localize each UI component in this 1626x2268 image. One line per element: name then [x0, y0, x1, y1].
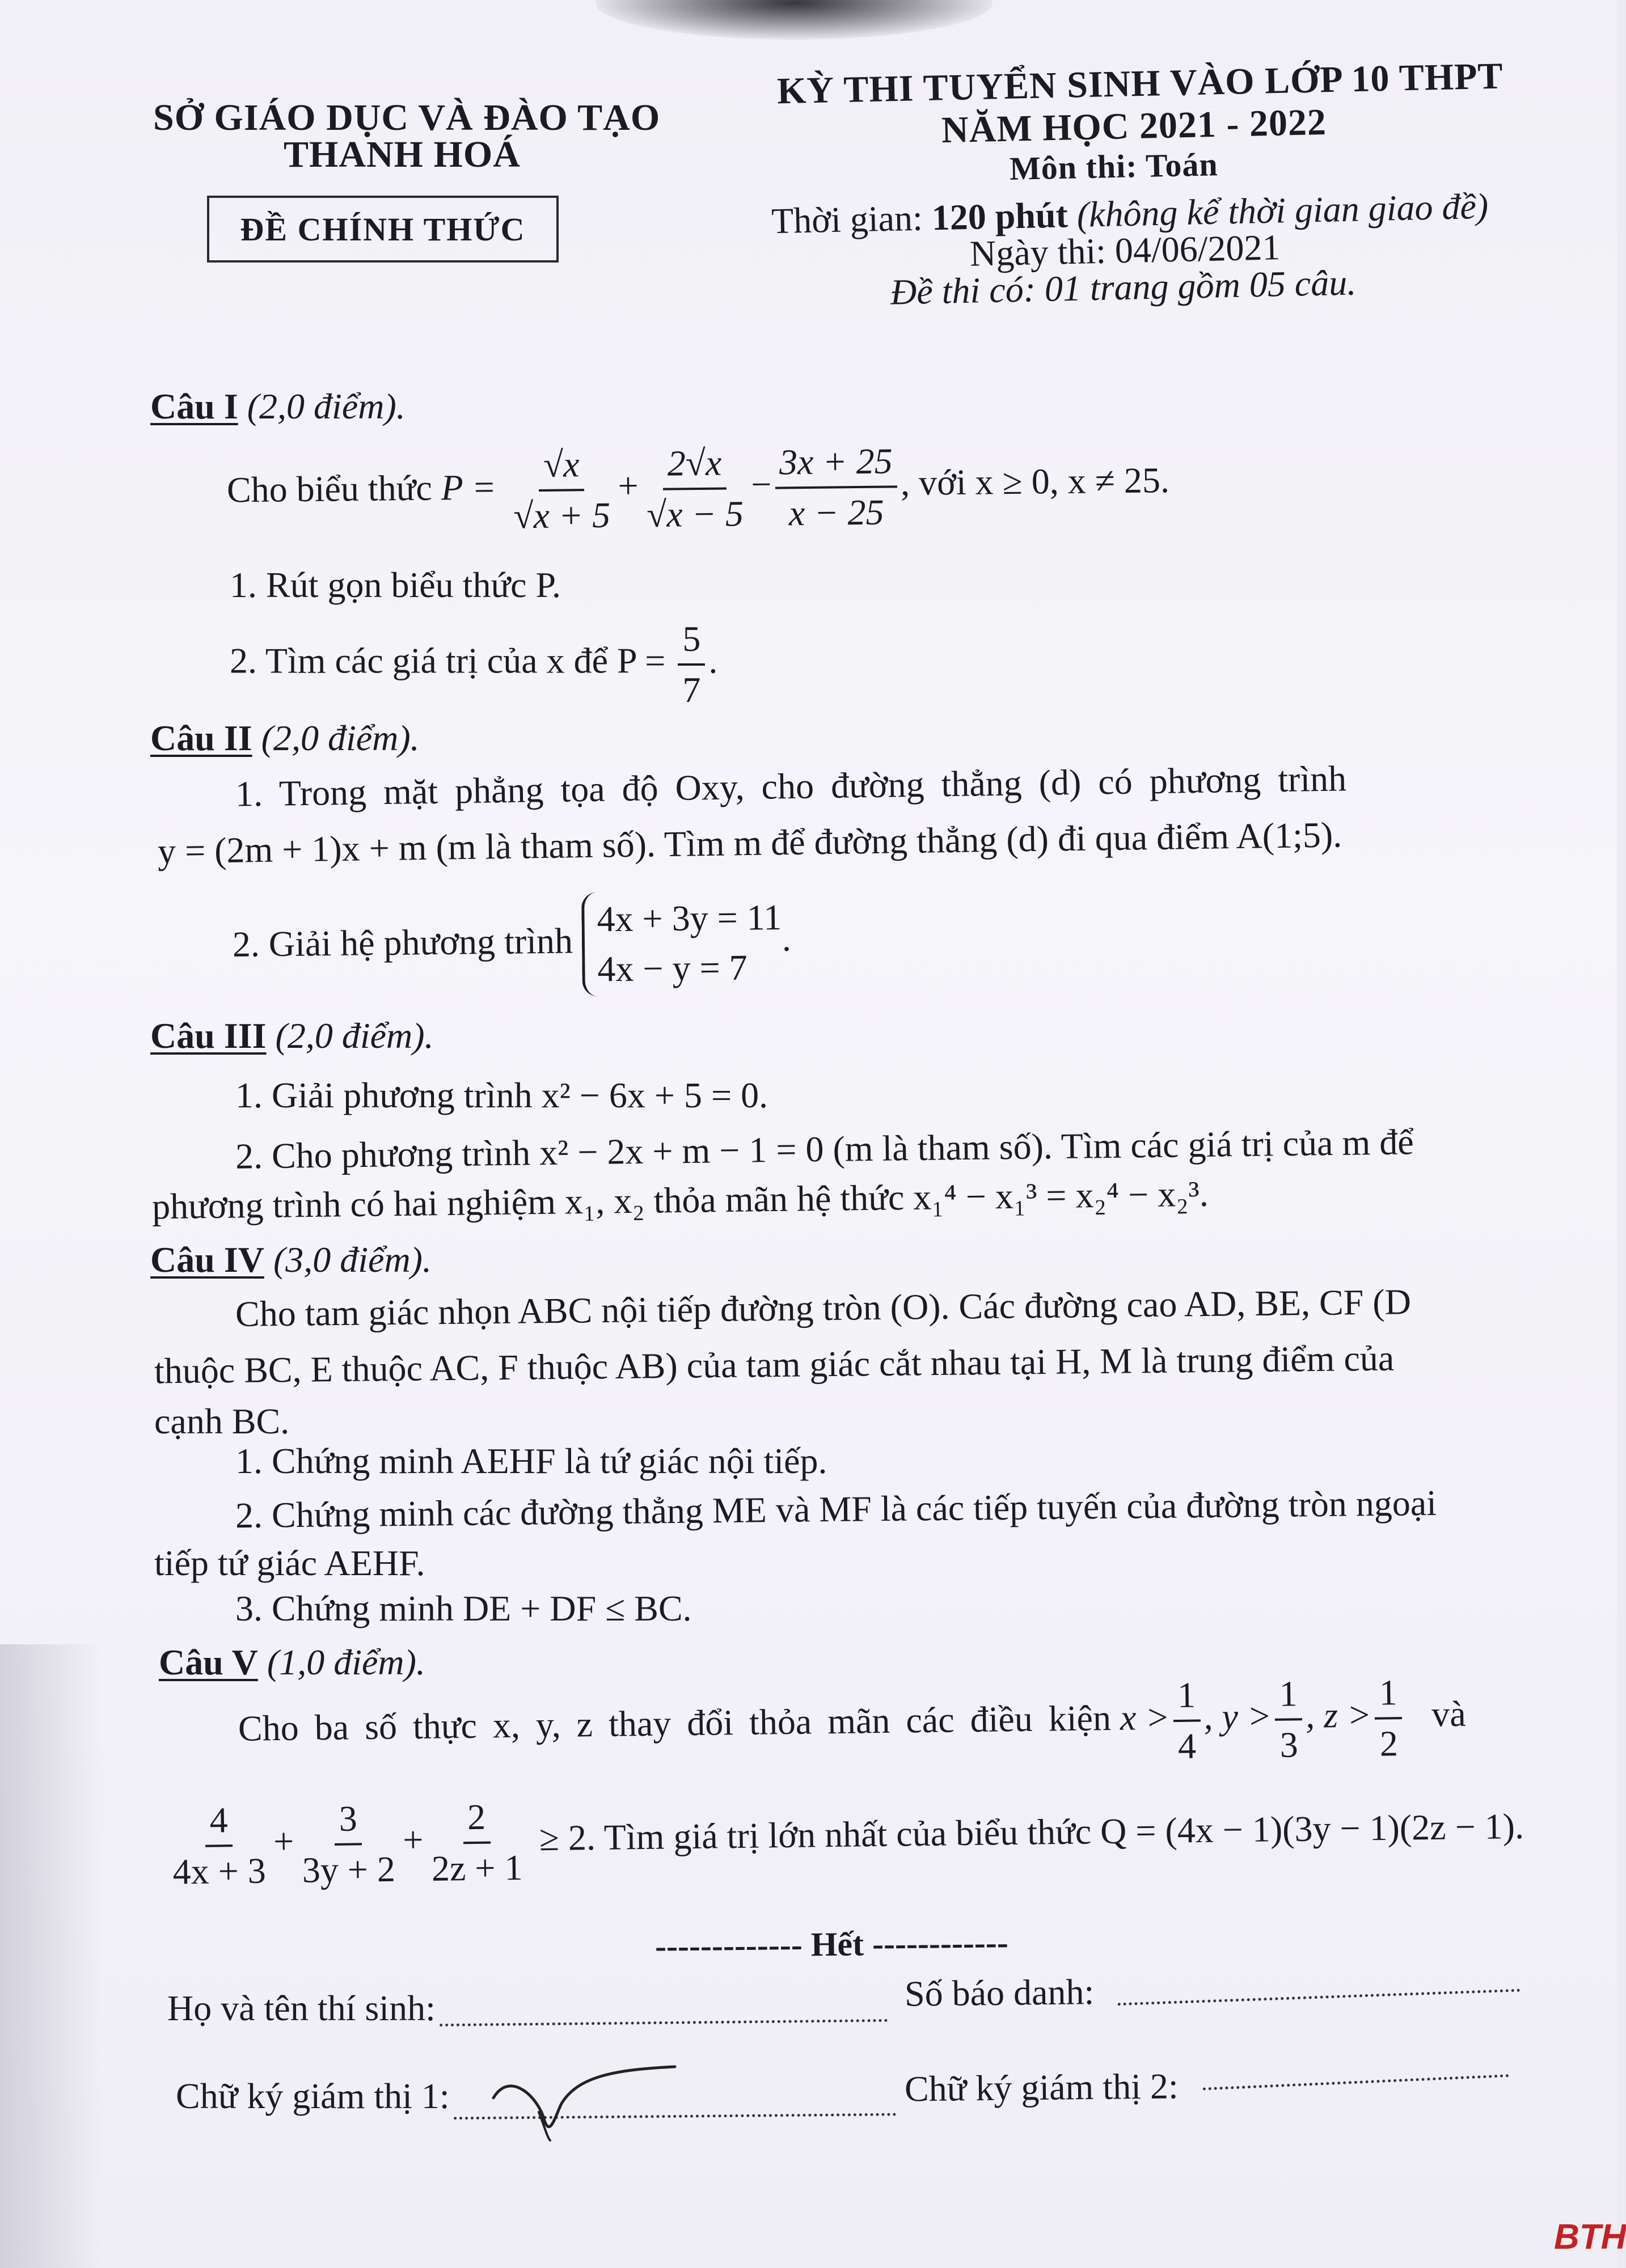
question-5-heading — [159, 1641, 425, 1683]
fraction-numerator: 1 — [1274, 1673, 1302, 1721]
question-1-points: (2,0 điểm). — [247, 386, 406, 426]
fraction-denominator: 3 — [1279, 1724, 1299, 1765]
school-year: NĂM HỌC 2021 - 2022 — [941, 101, 1327, 151]
q1-item-2: 2. Tìm các giá trị của x để P = $\frac{5}{7}$ . — [230, 619, 718, 710]
q2-item-2-text: 2. Giải hệ phương trình — [232, 920, 573, 964]
official-exam-box: ĐỀ CHÍNH THỨC — [207, 196, 559, 263]
q3-item-2-line-2: phương trình có hai nghiệm x₁, x₂ thỏa mãn hệ thức x₁⁴ − x₁³ = x₂⁴ − x₂³. — [151, 1173, 1209, 1227]
q1-item-1: 1. Rút gọn biểu thức P. — [230, 565, 561, 605]
q2-item-2: 2. Giải hệ phương trình 4x + 3y = 11 4x − y = 7. — [232, 890, 792, 1000]
question-3-label: Câu III — [150, 1015, 267, 1056]
q5-line-1-text: Cho ba số thực x, y, z thay đổi thỏa mãn các điều kiện — [238, 1698, 1112, 1749]
system-equation-1: 4x + 3y = 11 — [597, 897, 782, 940]
page-info: Đề thi có: 01 trang gồm 05 câu. — [890, 262, 1357, 312]
question-2-label: Câu II — [150, 718, 252, 758]
plus-sign: + — [402, 1819, 424, 1860]
fraction-c — [426, 1796, 527, 1890]
proctor-1-signature — [488, 2064, 681, 2143]
plus-sign: + — [273, 1821, 294, 1861]
fraction-one-third — [1274, 1673, 1303, 1766]
q1-condition: , với x ≥ 0, x ≠ 25. — [900, 459, 1170, 503]
question-1-expression: Cho biểu thức P = $\frac{√x}{√x + 5}$ + $\frac{2√x}{√x - 5}$ − $\frac{3x + 25}{x - 25}$ , với x ≥ 0, x ≠ 25. — [226, 437, 1170, 540]
fraction-2-numerator: 2√x — [662, 442, 726, 490]
q4-intro-line-2: thuộc BC, E thuộc AC, F thuộc AB) của tam giác cắt nhau tại H, M là trung điểm của — [154, 1338, 1395, 1391]
fraction-denominator: 4x + 3 — [172, 1850, 267, 1892]
q1-item-2-text: 2. Tìm các giá trị của x để P = — [230, 640, 666, 681]
question-2-points: (2,0 điểm). — [261, 718, 420, 758]
q4-item-1: 1. Chứng minh AEHF là tứ giác nội tiếp. — [235, 1441, 827, 1481]
q2-item-1-line-1: 1. Trong mặt phẳng tọa độ Oxy, cho đường thẳng (d) có phương trình — [235, 758, 1347, 814]
fraction-denominator: 3y + 2 — [302, 1848, 396, 1890]
equation-system — [581, 890, 783, 997]
question-4-heading — [150, 1239, 432, 1281]
p-equals: P = — [441, 467, 497, 508]
fraction-term-1 — [508, 443, 615, 538]
q4-intro-line-1: Cho tam giác nhọn ABC nội tiếp đường tròn (O). Các đường cao AD, BE, CF (D — [235, 1281, 1412, 1334]
fraction-denominator: 4 — [1177, 1725, 1197, 1766]
fraction-b — [297, 1797, 400, 1892]
fraction-five-sevenths — [678, 618, 705, 711]
fraction-3-numerator: 3x + 25 — [775, 440, 897, 489]
fraction-a — [167, 1799, 271, 1893]
time-value: 120 phút — [931, 194, 1068, 238]
condition-z: , z > — [1305, 1694, 1372, 1736]
q5-line-1 — [238, 1671, 1467, 1779]
fraction-3-denominator: x − 25 — [788, 492, 884, 534]
question-3-heading — [150, 1015, 434, 1057]
condition-y: , y > — [1203, 1695, 1272, 1737]
system-equation-2: 4x − y = 7 — [597, 947, 747, 989]
fraction-numerator: 2 — [463, 1796, 491, 1844]
province-name: THANH HOÁ — [284, 134, 521, 175]
question-2-heading — [150, 717, 420, 759]
q4-item-3: 3. Chứng minh DE + DF ≤ BC. — [235, 1588, 692, 1628]
q1-intro: Cho biểu thức — [226, 467, 433, 510]
condition-x: x > — [1120, 1696, 1170, 1738]
proctor-1-signature-label: Chữ ký giám thị 1: — [176, 2076, 450, 2116]
q4-item-2-line-2: tiếp tứ giác AEHF. — [154, 1543, 425, 1583]
q5-line-2 — [164, 1783, 1524, 1893]
q4-item-2-line-1: 2. Chứng minh các đường thẳng ME và MF là các tiếp tuyến của đường tròn ngoại — [235, 1482, 1437, 1536]
department-name: SỞ GIÁO DỤC VÀ ĐÀO TẠO — [153, 97, 661, 138]
question-3-points: (2,0 điểm). — [275, 1015, 434, 1056]
question-5-points: (1,0 điểm). — [267, 1642, 425, 1682]
q3-item-1: 1. Giải phương trình x² − 6x + 5 = 0. — [235, 1075, 768, 1115]
and-word: và — [1431, 1693, 1467, 1734]
subject: Môn thi: Toán — [1009, 146, 1219, 187]
fraction-1-denominator: √x + 5 — [513, 494, 611, 536]
fraction-numerator: 3 — [334, 1797, 362, 1846]
question-1-heading — [150, 386, 406, 428]
end-marker: ------------- Hết ------------ — [654, 1923, 1009, 1965]
question-4-points: (3,0 điểm). — [273, 1239, 432, 1280]
fraction-denominator: 2 — [1379, 1723, 1399, 1764]
q5-line-2-text: ≥ 2. Tìm giá trị lớn nhất của biểu thức Q = (4x − 1)(3y − 1)(2z − 1). — [539, 1806, 1524, 1859]
question-5-label: Câu V — [159, 1642, 258, 1682]
time-prefix: Thời gian: — [771, 197, 932, 242]
left-shadow — [0, 1644, 102, 2268]
question-4-label: Câu IV — [150, 1239, 264, 1280]
fraction-one-fourth — [1173, 1674, 1201, 1768]
q4-intro-line-3: cạnh BC. — [154, 1401, 290, 1441]
fraction-2-denominator: √x − 5 — [646, 493, 744, 535]
fraction-1-numerator: √x — [539, 443, 584, 492]
candidate-number-label: Số báo danh: — [904, 1971, 1095, 2014]
exam-title: KỲ THI TUYỂN SINH VÀO LỚP 10 THPT — [776, 55, 1504, 112]
time-note: (không kể thời gian giao đề) — [1076, 185, 1489, 235]
proctor-2-signature-label: Chữ ký giám thị 2: — [904, 2066, 1179, 2109]
q3-item-2-line-1: 2. Cho phương trình x² − 2x + m − 1 = 0 (m là tham số). Tìm các giá trị của m để — [235, 1122, 1414, 1177]
q2-item-1-line-2: y = (2m + 1)x + m (m là tham số). Tìm m để đường thẳng (d) đi qua điểm A(1;5). — [157, 814, 1342, 871]
fraction-numerator: 1 — [1173, 1674, 1201, 1723]
fraction-one-half — [1374, 1672, 1403, 1765]
candidate-name-label: Họ và tên thí sinh: — [167, 1988, 436, 2028]
question-1-label: Câu I — [150, 386, 238, 426]
fraction-term-3 — [775, 440, 898, 534]
fraction-denominator: 2z + 1 — [431, 1847, 523, 1889]
fraction-numerator: 5 — [678, 618, 705, 666]
watermark-logo: BTH — [1554, 2218, 1626, 2257]
fraction-numerator: 4 — [205, 1799, 233, 1847]
fraction-numerator: 1 — [1374, 1672, 1402, 1720]
fraction-term-2 — [641, 442, 748, 536]
exam-date: Ngày thi: 04/06/2021 — [969, 227, 1281, 274]
fraction-denominator: 7 — [682, 670, 701, 710]
